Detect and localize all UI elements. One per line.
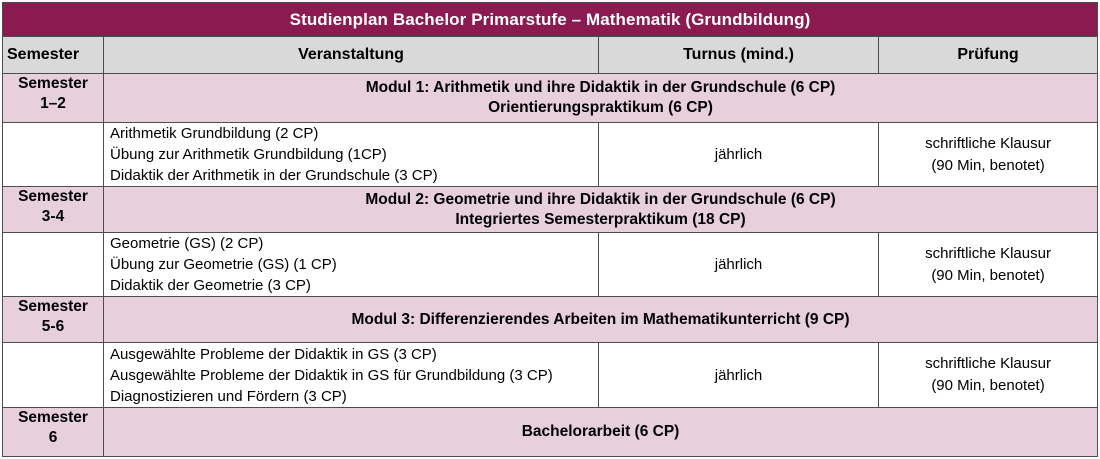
semester-label: Semester 1–2 bbox=[3, 74, 104, 123]
exam-cell: schriftliche Klausur (90 Min, benotet) bbox=[879, 123, 1098, 187]
semester-label: Semester 5-6 bbox=[3, 297, 104, 343]
module-row bbox=[3, 297, 1098, 343]
course-item: Arithmetik Grundbildung (2 CP) bbox=[110, 125, 319, 142]
semester-label: Semester 3-4 bbox=[3, 187, 104, 233]
table-title: Studienplan Bachelor Primarstufe – Mathematik (Grundbildung) bbox=[3, 3, 1098, 37]
course-item: Übung zur Arithmetik Grundbildung (1CP) bbox=[110, 146, 387, 163]
course-item: Ausgewählte Probleme der Didaktik in GS (3 CP) bbox=[110, 345, 437, 363]
header-row bbox=[3, 37, 1098, 74]
course-item: Übung zur Geometrie (GS) (1 CP) bbox=[110, 256, 337, 273]
course-item: Diagnostizieren und Fördern (3 CP) bbox=[110, 387, 347, 405]
exam-cell: schriftliche Klausur (90 Min, benotet) bbox=[879, 343, 1098, 408]
module-title: Modul 1: Arithmetik und ihre Didaktik in der Grundschule (6 CP) Orientierungspraktikum (6 CP) bbox=[104, 74, 1098, 123]
header-exam: Prüfung bbox=[879, 37, 1098, 74]
title-row bbox=[3, 3, 1098, 37]
frequency-cell: jährlich bbox=[599, 343, 879, 408]
semester-spacer bbox=[3, 343, 104, 408]
course-row bbox=[3, 233, 1098, 297]
module-row bbox=[3, 74, 1098, 123]
module-title: Bachelorarbeit (6 CP) bbox=[104, 408, 1098, 457]
module-row bbox=[3, 187, 1098, 233]
exam-cell: schriftliche Klausur (90 Min, benotet) bbox=[879, 233, 1098, 297]
course-list bbox=[104, 233, 599, 297]
course-item: Geometrie (GS) (2 CP) bbox=[110, 235, 264, 252]
header-frequency: Turnus (mind.) bbox=[599, 37, 879, 74]
semester-label: Semester 6 bbox=[3, 408, 104, 457]
frequency-cell: jährlich bbox=[599, 233, 879, 297]
module-title: Modul 3: Differenzierendes Arbeiten im Mathematikunterricht (9 CP) bbox=[104, 297, 1098, 343]
module-row bbox=[3, 408, 1098, 457]
course-item: Didaktik der Geometrie (3 CP) bbox=[110, 277, 311, 294]
course-item: Ausgewählte Probleme der Didaktik in GS für Grundbildung (3 CP) bbox=[110, 366, 553, 384]
frequency-cell: jährlich bbox=[599, 123, 879, 187]
header-semester: Semester bbox=[3, 37, 104, 74]
course-item: Didaktik der Arithmetik in der Grundschule (3 CP) bbox=[110, 167, 438, 184]
header-course: Veranstaltung bbox=[104, 37, 599, 74]
semester-spacer bbox=[3, 123, 104, 187]
study-plan-table bbox=[2, 2, 1098, 457]
course-row bbox=[3, 343, 1098, 408]
module-title: Modul 2: Geometrie und ihre Didaktik in der Grundschule (6 CP) Integriertes Semesterpraktikum (18 CP) bbox=[104, 187, 1098, 233]
semester-spacer bbox=[3, 233, 104, 297]
course-list bbox=[104, 123, 599, 187]
course-list bbox=[104, 343, 599, 408]
course-row bbox=[3, 123, 1098, 187]
